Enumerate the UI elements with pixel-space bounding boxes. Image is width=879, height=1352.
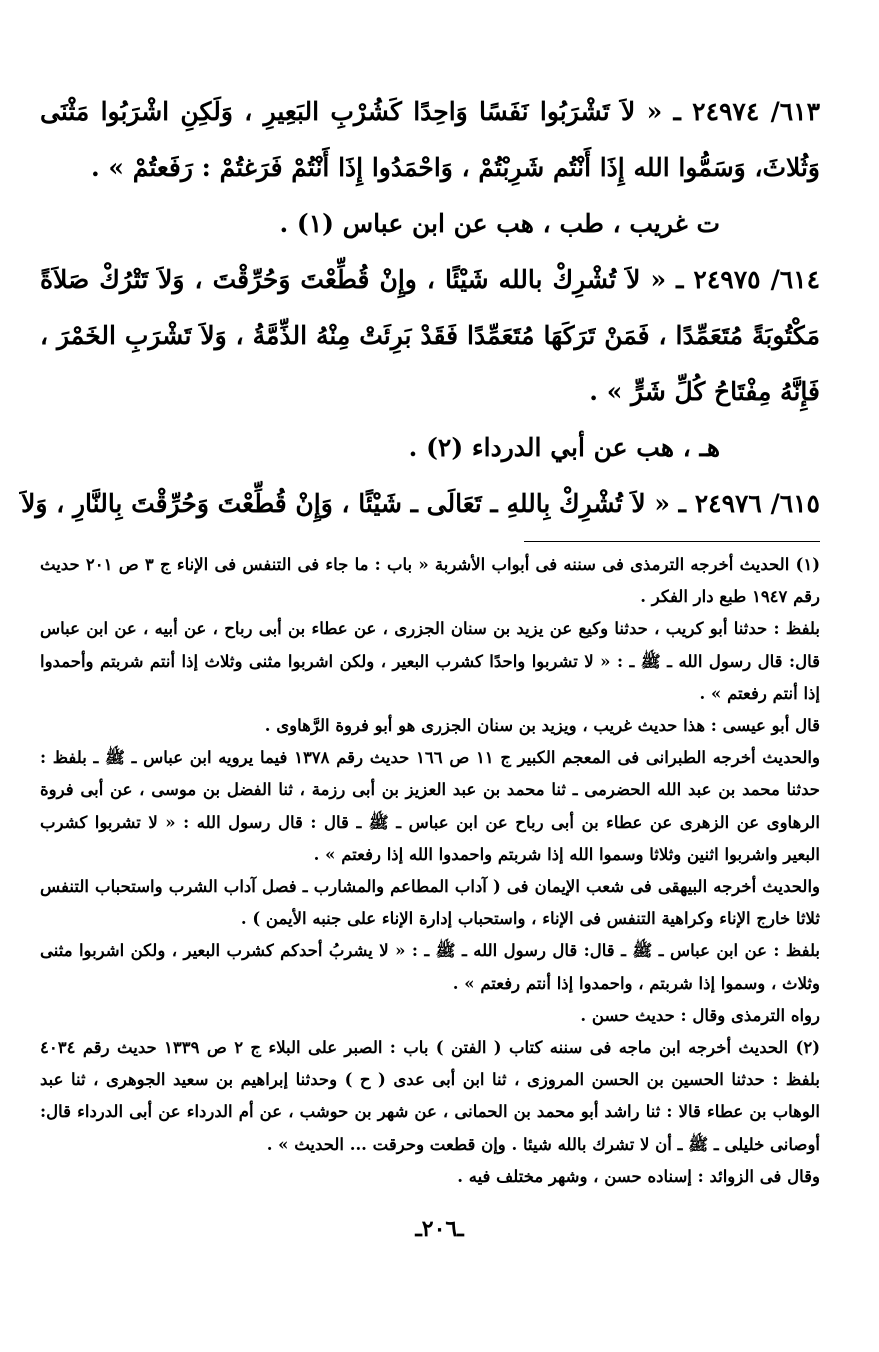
footnote-2-intro: (٢) الحديث أخرجه ابن ماجه فى سننه كتاب ( الفتن ) باب : الصبر على البلاء ج ٢ ص ١٣٣٩ حديث رقم ٤٠٣٤ بلفظ : حدثنا الحسين بن الحسن المروزى ، ثنا ابن أبى عدى ( ح ) وحدثنا إبراهيم بن سعيد الجوهرى ، ثنا عبد الوهاب بن عطاء قالا : ثنا راشد أبو محمد بن الحمانى ، عن شهر بن حوشب ، عن أم الدرداء عن أبى الدرداء قال: أوصانى خليلى ـ ﷺ ـ أن لا تشرك بالله شيئا . وإن قطعت وحرقت ... الحديث » . xyxy=(40,1038,820,1154)
hadith-613: ٦١٣/ ٢٤٩٧٤ ـ « لاَ تَشْرَبُوا نَفَسًا وَاحِدًا كَشُرْبِ البَعِيرِ ، وَلَكِنِ اشْرَبُوا مَثْنَى وَثُلاثَ، وَسَمُّوا الله إِذَا أَنْتُم شَرِبْتُمْ ، وَاحْمَدُوا إِذَا أَنْتُمْ فَرَغتُمْ : رَفَعتُمْ » . xyxy=(40,97,821,182)
book-page xyxy=(21,84,821,1186)
footnote-2-zawaid: وقال فى الزوائد : إسناده حسن ، وشهر مختلف فيه . xyxy=(457,1166,820,1186)
footnote-1-text: بلفظ : حدثنا أبو كريب ، حدثنا وكيع عن يزيد بن سنان الجزرى ، عن عطاء بن أبى رباح ، عن أبيه ، عن ابن عباس قال: قال رسول الله ـ ﷺ ـ : « لا تشربوا واحدًا كشرب البعير ، ولكن اشربوا مثنى وثلاث إذا أنتم شربتم وأحمدوا إذا أنتم رفعتم » . xyxy=(40,619,820,703)
page-number: ـ٢٠٦ـ xyxy=(415,1216,464,1241)
footnote-1-tabarani: والحديث أخرجه الطبرانى فى المعجم الكبير ج ١١ ص ١٦٦ حديث رقم ١٣٧٨ فيما يرويه ابن عباس ـ ﷺ ـ بلفظ : حدثنا محمد بن عبد الله الحضرمى ـ ثنا محمد بن عبد العزيز بن أبى رزمة ، ثنا الفضل بن موسى ، عن أبى فروة الرهاوى عن الزهرى عن عطاء بن أبى رباح عن ابن عباس ـ ﷺ ـ قال : قال رسول الله : « لا تشربوا كشرب البعير واشربوا اثنين وثلاثا وسموا الله إذا شربتم واحمدوا الله إذا رفعتم » . xyxy=(40,748,820,864)
hadith-614: ٦١٤/ ٢٤٩٧٥ ـ « لاَ تُشْرِكْ بالله شَيْئًا ، وإِنْ قُطِّعْتَ وَحُرِّقْتَ ، وَلاَ تَتْرُكْ صَلاَةً مَكْتُوبَةً مُتَعَمِّدًا ، فَمَنْ تَرَكَهَا مُتَعَمِّدًا فَقَدْ بَرِئَتْ مِنْهُ الذِّمَّةُ ، وَلاَ تَشْرَبِ الخَمْرَ ، فَإِنَّهُ مِفْتَاحُ كُلِّ شَرٍّ » . xyxy=(40,265,821,406)
hadith-615: ٦١٥/ ٢٤٩٧٦ ـ « لاَ تُشْرِكْ بِاللهِ ـ تَعَالَى ـ شَيْئًا ، وَإِنْ قُطِّعْتَ وَحُرِّقْتَ بِالنَّارِ ، وَلاَ xyxy=(21,489,820,518)
hadith-613-source: ت غريب ، طب ، هب عن ابن عباس (١) . xyxy=(279,209,720,238)
footnotes xyxy=(40,549,820,1193)
main-text xyxy=(21,84,821,532)
footnote-separator xyxy=(524,541,820,542)
footnote-1-tirmidhi-grade: رواه الترمذى وقال : حديث حسن . xyxy=(580,1005,820,1025)
footnote-1-intro: (١) الحديث أخرجه الترمذى فى سننه فى أبواب الأشربة « باب : ما جاء فى التنفس فى الإناء ج ٣ ص ٢٠١ حديث رقم ١٩٤٧ طبع دار الفكر . xyxy=(40,555,821,607)
hadith-614-source: هـ ، هب عن أبي الدرداء (٢) . xyxy=(408,433,720,462)
footnote-1-bayhaqi-text: بلفظ : عن ابن عباس ـ ﷺ ـ قال: قال رسول الله ـ ﷺ ـ : « لا يشربُ أحدكم كشرب البعير ، ولكن اشربوا مثنى وثلاث ، وسموا إذا شربتم ، واحمدوا إذا أنتم رفعتم » . xyxy=(40,941,820,993)
footnote-1-comment: قال أبو عيسى : هذا حديث غريب ، ويزيد بن سنان الجزرى هو أبو فروة الرَّهاوى . xyxy=(264,716,820,736)
footnote-1-bayhaqi: والحديث أخرجه البيهقى فى شعب الإيمان فى ( آداب المطاعم والمشارب ـ فصل آداب الشرب واستحباب التنفس ثلاثا خارج الإناء وكراهية التنفس فى الإناء ، واستحباب إدارة الإناء على جنبه الأيمن ) . xyxy=(40,877,820,929)
